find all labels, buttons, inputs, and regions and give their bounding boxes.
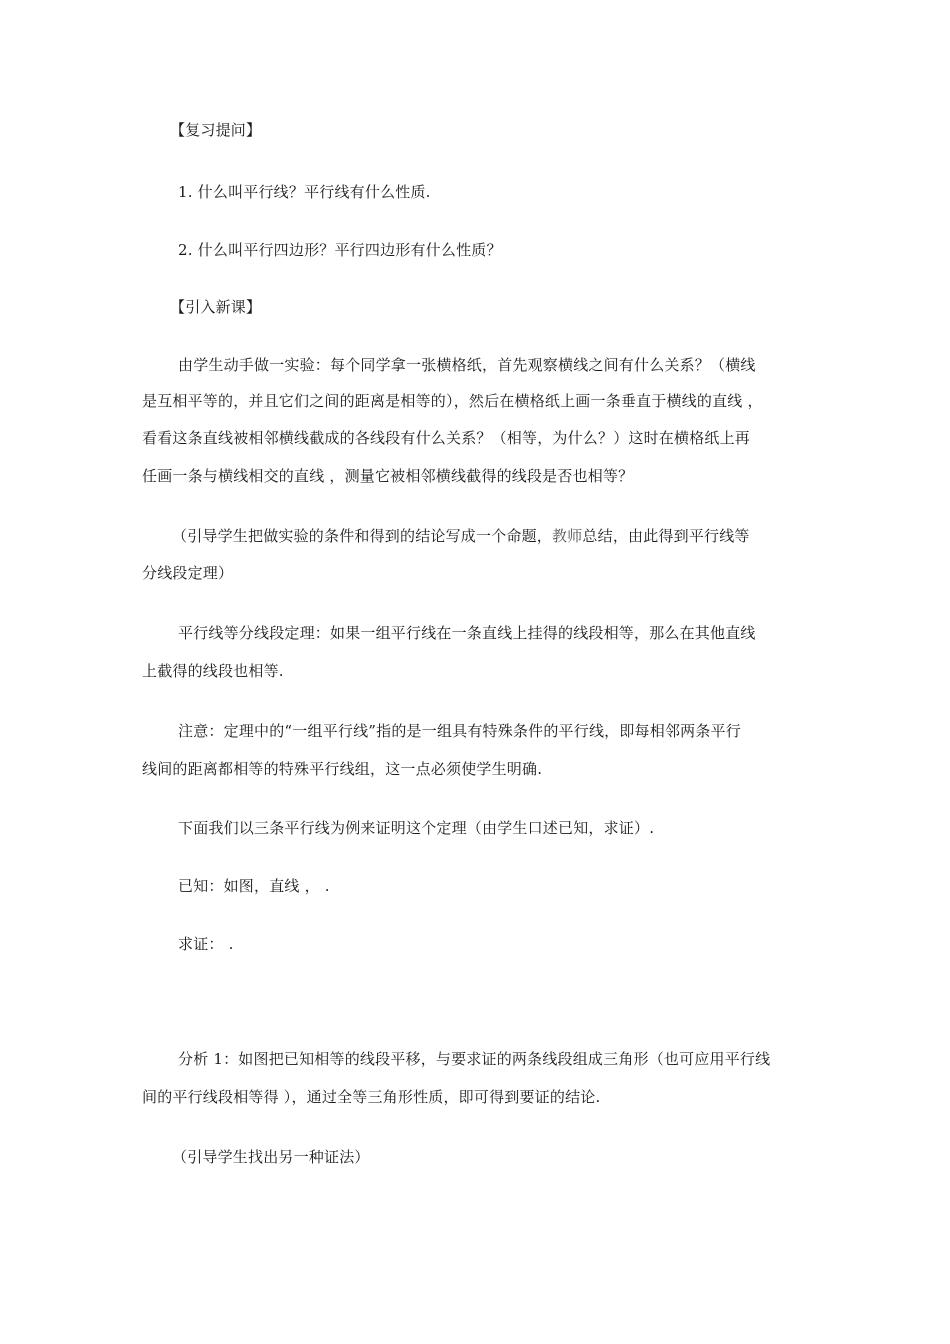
experiment-line-1: 由学生动手做一实验：每个同学拿一张横格纸，首先观察横线之间有什么关系？（横线 (178, 356, 756, 374)
analysis-line-1: 分析 1：如图把已知相等的线段平移，与要求证的两条线段组成三角形（也可应用平行线 (178, 1050, 771, 1068)
guide-text-part1: （引导学生把做实验的条件和得到的结论写成一个命题， (172, 527, 553, 545)
theorem-line-2: 上截得的线段也相等. (142, 662, 284, 680)
guide-another-proof: （引导学生找出另一种证法） (172, 1148, 370, 1166)
guide-line-2: 分线段定理） (142, 564, 234, 582)
guide-text-part2: 总结，由此得到平行线等 (582, 527, 750, 545)
note-line-2: 线间的距离都相等的特殊平行线组，这一点必须使学生明确. (142, 760, 543, 778)
analysis-line-2: 间的平行线段相等得 ），通过全等三角形性质，即可得到要证的结论. (142, 1088, 601, 1106)
theorem-line-1: 平行线等分线段定理：如果一组平行线在一条直线上挂得的线段相等，那么在其他直线 (178, 624, 756, 642)
proof-intro: 下面我们以三条平行线为例来证明这个定理（由学生口述已知，求证）. (178, 819, 655, 837)
review-question-2: 2. 什么叫平行四边形？平行四边形有什么性质？ (178, 241, 502, 259)
given-statement: 已知：如图，直线 ， . (178, 877, 330, 895)
intro-heading: 【引入新课】 (170, 298, 262, 316)
review-question-1: 1. 什么叫平行线？平行线有什么性质. (178, 183, 431, 201)
guide-line-1 (172, 526, 750, 546)
review-heading: 【复习提问】 (170, 121, 262, 139)
experiment-line-3: 看看这条直线被相邻横线截成的各线段有什么关系？（相等，为什么？）这时在横格纸上再 (142, 429, 751, 447)
teacher-link-text: 教师 (552, 527, 583, 545)
experiment-line-4: 任画一条与横线相交的直线 ，测量它被相邻横线截得的线段是否也相等？ (142, 467, 634, 485)
note-line-1: 注意：定理中的“一组平行线”指的是一组具有特殊条件的平行线，即每相邻两条平行 (178, 722, 741, 740)
prove-statement: 求证： . (178, 935, 234, 953)
experiment-line-2: 是互相平等的，并且它们之间的距离是相等的），然后在横格纸上画一条垂直于横线的直线 ， (142, 392, 763, 410)
